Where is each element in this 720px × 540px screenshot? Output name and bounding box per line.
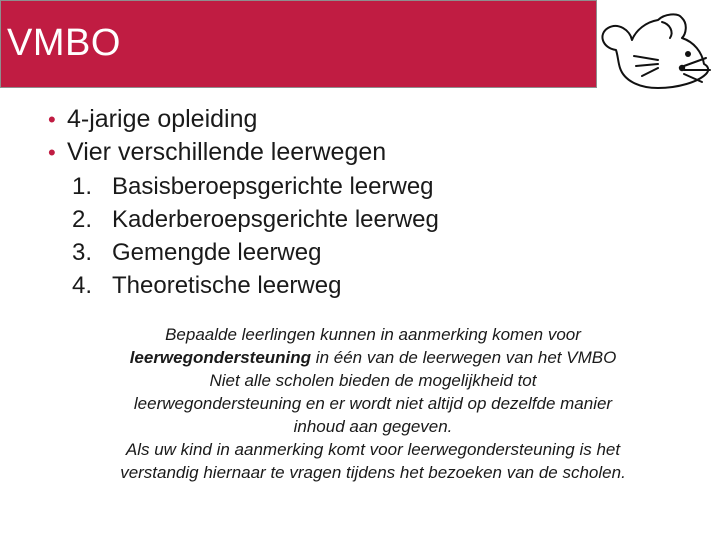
item-text: Basisberoepsgerichte leerweg bbox=[112, 173, 434, 200]
note-line: verstandig hiernaar te vragen tijdens het bezoeken van de scholen. bbox=[120, 463, 626, 482]
slide-title: VMBO bbox=[7, 22, 121, 64]
bullet-item bbox=[0, 103, 386, 136]
item-text: Kaderberoepsgerichte leerweg bbox=[112, 206, 439, 233]
note-line: Als uw kind in aanmerking komt voor leerwegondersteuning is het bbox=[125, 440, 621, 459]
title-bar bbox=[0, 0, 597, 88]
note-text-block bbox=[60, 323, 686, 484]
note-line-rest: in één van de leerwegen van het VMBO bbox=[311, 348, 617, 367]
item-number: 4. bbox=[72, 272, 93, 299]
bullet-item bbox=[0, 136, 386, 169]
note-line bbox=[60, 346, 686, 369]
item-number: 2. bbox=[72, 206, 93, 233]
item-number: 3. bbox=[72, 239, 93, 266]
item-number: 1. bbox=[72, 173, 93, 200]
item-text: Gemengde leerweg bbox=[112, 239, 322, 266]
numbered-item bbox=[0, 236, 439, 269]
numbered-list bbox=[0, 170, 439, 302]
numbered-item bbox=[0, 203, 439, 236]
bullet-text: Vier verschillende leerwegen bbox=[67, 138, 387, 166]
note-line: leerwegondersteuning en er wordt niet altijd op dezelfde manier bbox=[133, 394, 613, 413]
bullet-dot-icon: • bbox=[48, 107, 56, 132]
bullet-text: 4-jarige opleiding bbox=[67, 105, 258, 133]
mouse-icon bbox=[598, 8, 720, 94]
numbered-item bbox=[0, 269, 439, 302]
bullet-list bbox=[0, 103, 386, 169]
numbered-item bbox=[0, 170, 439, 203]
item-text: Theoretische leerweg bbox=[112, 272, 342, 299]
note-line: Niet alle scholen bieden de mogelijkheid tot bbox=[209, 371, 537, 390]
note-line: inhoud aan gegeven. bbox=[293, 417, 453, 436]
note-emphasis: leerwegondersteuning bbox=[129, 348, 312, 367]
note-line: Bepaalde leerlingen kunnen in aanmerking komen voor bbox=[165, 325, 581, 344]
bullet-dot-icon: • bbox=[48, 140, 56, 165]
